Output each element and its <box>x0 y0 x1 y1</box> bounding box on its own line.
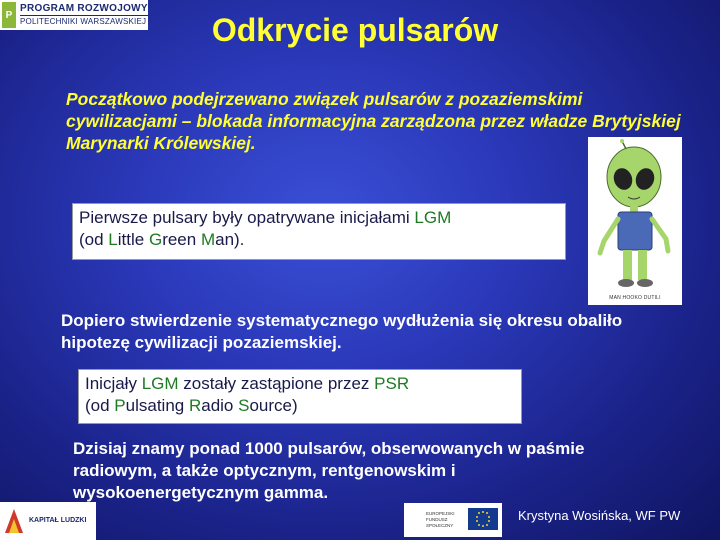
letter-g-highlight: G <box>148 230 163 249</box>
pw-logo-icon: P <box>2 2 16 28</box>
intro-paragraph: Początkowo podejrzewano związek pulsarów z pozaziemskimi cywilizacjami – blokada informacyjna zarządzona przez władze Brytyjskiej Marynarki Królewskiej. <box>66 89 681 153</box>
letter-s-highlight: S <box>238 396 250 415</box>
paragraph-hypothesis: Dopiero stwierdzenie systematycznego wydłużenia się okresu obaliło hipotezę cywilizacji pozaziemskiej. <box>61 311 623 352</box>
psr-box-text-mid1: zostały zastąpione przez <box>178 374 375 393</box>
lgm-highlight-2: LGM <box>141 374 179 393</box>
psr-box-text-post: ource) <box>249 396 298 415</box>
psr-highlight: PSR <box>374 374 410 393</box>
logo-line-2: POLITECHNIKI WARSZAWSKIEJ <box>20 16 147 26</box>
eu-flag-icon <box>468 508 498 530</box>
kapital-ludzki-text: KAPITAŁ LUDZKI <box>29 517 87 524</box>
letter-m-highlight: M <box>200 230 216 249</box>
logo-line-1: PROGRAM ROZWOJOWY <box>20 2 148 14</box>
lgm-box-text-mid2: ittle <box>117 230 149 249</box>
psr-box-text-mid4: adio <box>201 396 239 415</box>
letter-l-highlight: L <box>108 230 118 249</box>
lgm-box-text-mid3: reen <box>162 230 201 249</box>
lgm-box-text-post: an). <box>215 230 245 249</box>
lgm-box-text-mid1: (od <box>79 230 109 249</box>
lgm-box-text-pre: Pierwsze pulsary były opatrywane inicjałami <box>79 208 415 227</box>
alien-icon <box>588 137 682 305</box>
alien-illustration <box>588 137 682 305</box>
efs-text: EUROPEJSKI FUNDUSZ SPOŁECZNY <box>426 511 455 528</box>
slide-title: Odkrycie pulsarów <box>211 12 499 48</box>
efs-logo <box>404 503 502 537</box>
psr-box <box>78 369 522 424</box>
letter-r-highlight: R <box>188 396 202 415</box>
letter-p-highlight: P <box>114 396 126 415</box>
psr-box-text-mid2: (od <box>85 396 115 415</box>
author-credit: Krystyna Wosińska, WF PW <box>518 508 681 523</box>
alien-caption: MAN HOOKO DUTILI <box>609 295 661 301</box>
psr-box-text-mid3: ulsating <box>125 396 189 415</box>
psr-box-text-pre: Inicjały <box>85 374 142 393</box>
kapital-ludzki-icon <box>3 507 25 535</box>
lgm-box <box>72 203 566 260</box>
paragraph-today: Dzisiaj znamy ponad 1000 pulsarów, obserwowanych w paśmie radiowym, a także optycznym, rentgenowskim i wysokoenergetycznym gamma. <box>73 439 585 502</box>
kapital-ludzki-logo <box>0 502 96 540</box>
lgm-highlight: LGM <box>414 208 452 227</box>
